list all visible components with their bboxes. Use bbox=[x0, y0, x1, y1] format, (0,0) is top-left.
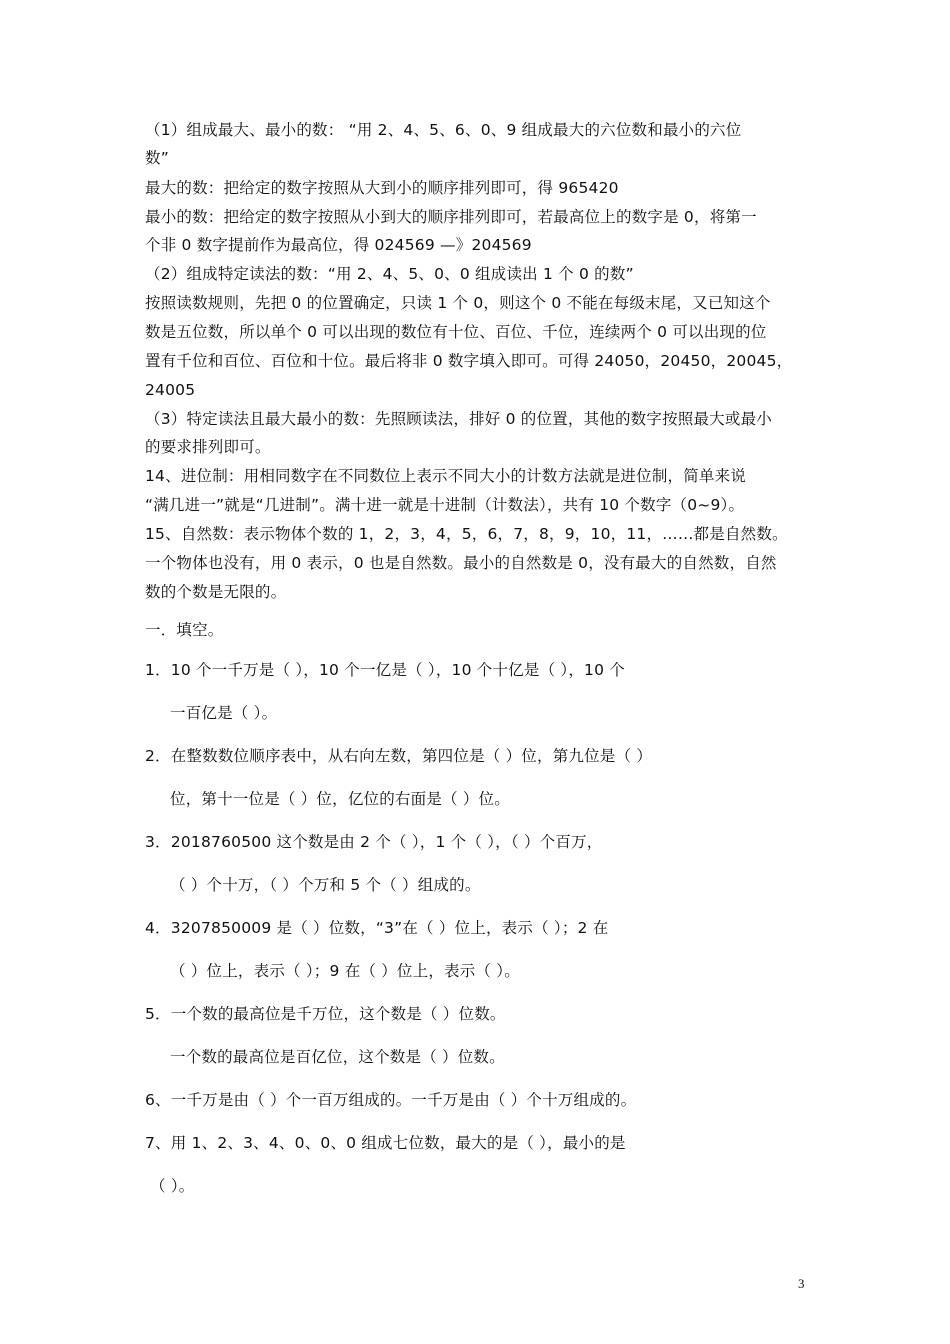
text-line: 置有千位和百位、百位和十位。最后将非 0 数字填入即可。可得 24050，20450，20045， bbox=[145, 352, 793, 370]
text-line: 2．在整数数位顺序表中，从右向左数，第四位是（ ）位，第九位是（ ） bbox=[145, 747, 653, 765]
text-line: 数是五位数，所以单个 0 可以出现的数位有十位、百位、千位，连续两个 0 可以出现的位 bbox=[145, 323, 767, 341]
text-line: （3）特定读法且最大最小的数：先照顾读法，排好 0 的位置，其他的数字按照最大或最小 bbox=[145, 410, 772, 428]
text-line: 个非 0 数字提前作为最高位，得 024569 —》204569 bbox=[145, 236, 532, 254]
text-line: “满几进一”就是“几进制”。满十进一就是十进制（计数法），共有 10 个数字（0~9）。 bbox=[145, 496, 745, 514]
text-line: 按照读数规则，先把 0 的位置确定，只读 1 个 0，则这个 0 不能在每级末尾，又已知这个 bbox=[145, 294, 771, 312]
text-line: （2）组成特定读法的数：“用 2、4、5、0、0 组成读出 1 个 0 的数” bbox=[145, 265, 634, 283]
text-line: （1）组成最大、最小的数： “用 2、4、5、6、0、9 组成最大的六位数和最小的六位 bbox=[145, 121, 742, 139]
text-line: 一个物体也没有，用 0 表示，0 也是自然数。最小的自然数是 0，没有最大的自然数，自然 bbox=[145, 554, 777, 572]
text-line: 1．10 个一千万是（ ），10 个一亿是（ ），10 个十亿是（ ），10 个 bbox=[145, 661, 625, 679]
text-line: 的要求排列即可。 bbox=[145, 438, 271, 456]
text-line: 14、进位制：用相同数字在不同数位上表示不同大小的计数方法就是进位制，简单来说 bbox=[145, 467, 747, 485]
text-line: 一个数的最高位是百亿位，这个数是（ ）位数。 bbox=[170, 1048, 505, 1066]
text-line: 一百亿是（ ）。 bbox=[170, 704, 278, 722]
text-line: 位，第十一位是（ ）位，亿位的右面是（ ）位。 bbox=[170, 790, 510, 808]
text-line: （ ）个十万，（ ）个万和 5 个（ ）组成的。 bbox=[170, 876, 481, 894]
text-line: 一．填空。 bbox=[145, 621, 224, 639]
text-line: 数” bbox=[145, 149, 169, 167]
text-line: 7、用 1、2、3、4、0、0、0 组成七位数，最大的是（ ），最小的是 bbox=[145, 1134, 626, 1152]
text-line: 最小的数：把给定的数字按照从小到大的顺序排列即可，若最高位上的数字是 0，将第一 bbox=[145, 208, 757, 226]
text-line: （ ）。 bbox=[150, 1177, 195, 1195]
text-line: 3．2018760500 这个数是由 2 个（ ），1 个（ ），（ ）个百万， bbox=[145, 833, 603, 851]
text-line: 4．3207850009 是（ ）位数，“3”在（ ）位上，表示（ ）；2 在 bbox=[145, 919, 609, 937]
text-line: 24005 bbox=[145, 381, 196, 399]
text-line: 6、一千万是由（ ）个一百万组成的。一千万是由（ ）个十万组成的。 bbox=[145, 1091, 637, 1109]
text-line: （ ）位上，表示（ ）；9 在（ ）位上，表示（ ）。 bbox=[170, 962, 520, 980]
text-line: 最大的数：把给定的数字按照从大到小的顺序排列即可，得 965420 bbox=[145, 179, 619, 197]
text-line: 5．一个数的最高位是千万位，这个数是（ ）位数。 bbox=[145, 1005, 506, 1023]
text-line: 数的个数是无限的。 bbox=[145, 583, 287, 601]
text-line: 15、自然数：表示物体个数的 1，2，3，4，5，6，7，8，9，10，11，……都是自然数。 bbox=[145, 525, 788, 543]
page-number: 3 bbox=[798, 1276, 805, 1291]
